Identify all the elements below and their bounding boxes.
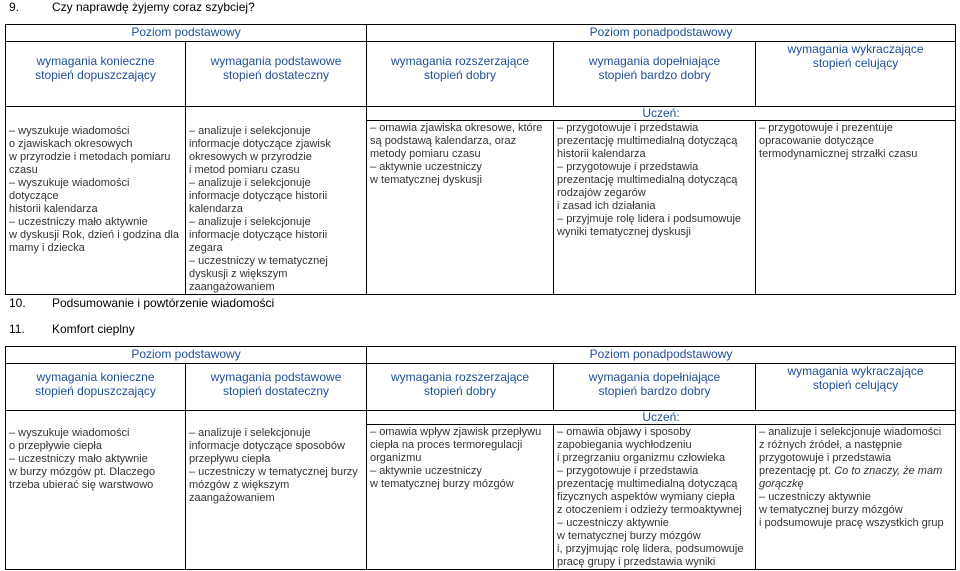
cell-text: – analizuje i selekcjonuje wiadomości z różnych źródeł, a następnie przygotowuje i przedstawia prezentację pt.: [759, 426, 942, 477]
requirements-cell: – omawia wpływ zjawisk przepływu ciepła na proces termoregulacji organizmu – aktywnie uczestniczy w tematycznej burzy mózgów: [367, 425, 554, 570]
requirements-table-1: [5, 24, 956, 295]
requirement-header: wymagania rozszerzające stopień dobry: [367, 42, 554, 107]
section-number: 11.: [9, 322, 25, 336]
section-number: 9.: [9, 0, 20, 14]
section-heading-11: [9, 322, 409, 336]
requirement-header: wymagania dopełniające stopień bardzo dobry: [554, 364, 756, 411]
presentation-title: Co to znaczy, że mam gorączkę: [759, 465, 943, 490]
student-header: Uczeń:: [367, 107, 956, 121]
section-title: Komfort cieplny: [52, 322, 135, 336]
section-number: 10.: [9, 296, 26, 310]
requirement-header: wymagania dopełniające stopień bardzo dobry: [554, 42, 756, 107]
requirements-cell: [756, 425, 956, 570]
requirements-cell: – omawia objawy i sposoby zapobiegania wychłodzeniu i przegrzaniu organizmu człowieka – przygotowuje i przedstawia prezentację multimedialną dotyczącą fizycznych aspektów wymiany ciepła z otoczeniem i odzieży termoaktywnej – uczestniczy aktywnie w tematycznej burzy mózgów i, przyjmując rolę lidera, podsumowuje pracę grupy i przedstawia wyniki: [554, 425, 756, 570]
section-heading-10: [9, 296, 409, 310]
requirements-cell: – analizuje i selekcjonuje informacje dotyczące zjawisk okresowych w przyrodzie i metod pomiaru czasu – analizuje i selekcjonuje informacje dotyczące historii kalendarza – analizuje i selekcjonuje informacje dotyczące historii zegara – uczestniczy w tematycznej dyskusji z większym zaangażowaniem: [186, 107, 367, 295]
requirements-table-2: [5, 346, 956, 570]
requirements-cell: – analizuje i selekcjonuje informacje dotyczące sposobów przepływu ciepła – uczestniczy w tematycznej burzy mózgów z większym zaangażowaniem: [186, 411, 367, 570]
section-title: Podsumowanie i powtórzenie wiadomości: [52, 296, 275, 310]
requirements-cell: – wyszukuje wiadomości o zjawiskach okresowych w przyrodzie i metodach pomiaru czasu – wyszukuje wiadomości dotyczące historii kalendarza – uczestniczy mało aktywnie w dyskusji Rok, dzień i godzina dla mamy i dziecka: [6, 107, 186, 295]
requirement-header: wymagania rozszerzające stopień dobry: [367, 364, 554, 411]
advanced-level-header: Poziom ponadpodstawowy: [367, 25, 956, 42]
requirement-header: wymagania konieczne stopień dopuszczający: [6, 42, 186, 107]
requirement-header: wymagania wykraczające stopień celujący: [756, 42, 956, 107]
basic-level-header: Poziom podstawowy: [6, 347, 367, 364]
requirement-header: wymagania podstawowe stopień dostateczny: [186, 42, 367, 107]
requirement-header: wymagania konieczne stopień dopuszczający: [6, 364, 186, 411]
student-header: Uczeń:: [367, 411, 956, 425]
basic-level-header: Poziom podstawowy: [6, 25, 367, 42]
requirement-header: wymagania wykraczające stopień celujący: [756, 364, 956, 411]
requirements-cell: – przygotowuje i prezentuje opracowanie dotyczące termodynamicznej strzałki czasu: [756, 121, 956, 295]
advanced-level-header: Poziom ponadpodstawowy: [367, 347, 956, 364]
requirement-header: wymagania podstawowe stopień dostateczny: [186, 364, 367, 411]
requirements-cell: – wyszukuje wiadomości o przepływie ciepła – uczestniczy mało aktywnie w burzy mózgów pt. Dlaczego trzeba ubierać się warstwowo: [6, 411, 186, 570]
section-heading-9: [9, 0, 409, 14]
cell-text: – uczestniczy aktywnie w tematycznej burzy mózgów i podsumowuje pracę wszystkich grup: [759, 491, 944, 529]
requirements-cell: – przygotowuje i przedstawia prezentację multimedialną dotyczącą historii kalendarza – przygotowuje i przedstawia prezentację multimedialną dotyczącą rodzajów zegarów i zasad ich działania – przyjmuje rolę lidera i podsumowuje wyniki tematycznej dyskusji: [554, 121, 756, 295]
requirements-cell: – omawia zjawiska okresowe, które są podstawą kalendarza, oraz metody pomiaru czasu – aktywnie uczestniczy w tematycznej dyskusji: [367, 121, 554, 295]
section-title: Czy naprawdę żyjemy coraz szybciej?: [52, 0, 255, 14]
